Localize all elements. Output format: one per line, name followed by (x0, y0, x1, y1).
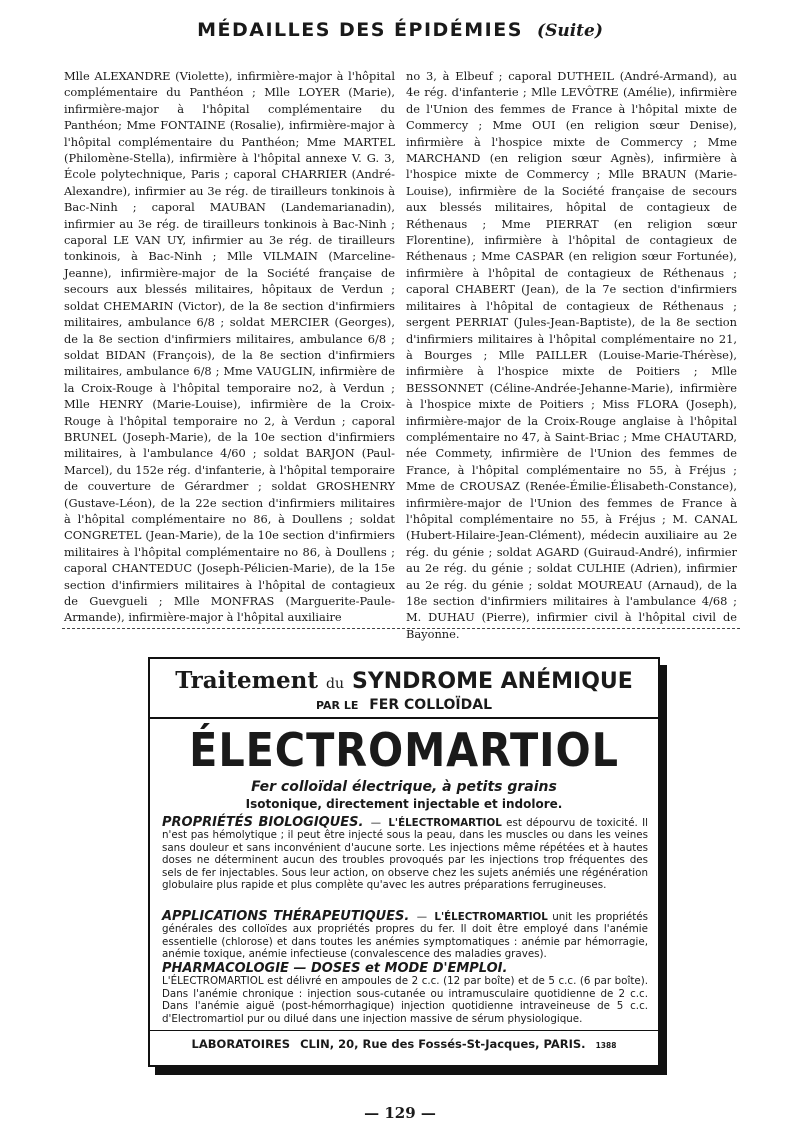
ad-section-1-heading: PROPRIÉTÉS BIOLOGIQUES. (162, 815, 364, 830)
title-suite: (Suite) (537, 21, 603, 41)
ad-fer-colloidal: FER COLLOÏDAL (369, 697, 493, 713)
ad-footer (150, 1037, 658, 1051)
ad-section-1-brand: L'ÉLECTROMARTIOL (388, 817, 502, 829)
ad-footer-number: 1388 (595, 1041, 617, 1050)
ad-section-biological (162, 817, 648, 891)
ad-subtitle-1: Fer colloïdal électrique, à petits grains (251, 779, 557, 795)
page-title (0, 19, 800, 41)
ad-divider (150, 717, 658, 719)
ad-section-therapeutic (162, 911, 648, 961)
ad-headline (150, 667, 658, 694)
ad-brand-name: ÉLECTROMARTIOL (189, 723, 619, 777)
ad-par-le: PAR LE (315, 699, 359, 712)
right-column (406, 68, 737, 642)
ad-subtitle-2: Isotonique, directement injectable et indolore. (245, 797, 563, 811)
left-column (64, 68, 395, 626)
section-divider (62, 628, 740, 629)
ad-section-2-text: unit les propriétés générales des colloïdes aux propriétés propres du fer. Il doit être employé dans l'anémie essentielle (chlorose) et dans toutes les anémies symptomatiques : anémie par hémorragie, anémie toxique, anémie infectieuse (convalescence des maladies graves). (162, 911, 648, 961)
ad-footer-address: CLIN, 20, Rue des Fossés-St-Jacques, PARIS. (300, 1037, 586, 1051)
ad-section-pharmacology (162, 963, 648, 1025)
ad-section-2-heading: APPLICATIONS THÉRAPEUTIQUES. (162, 909, 410, 924)
ad-section-3-text: L'ÉLECTROMARTIOL est délivré en ampoules de 2 c.c. (12 par boîte) et de 5 c.c. (6 par boîte). Dans l'anémie chronique : injection sous-cutanée ou intramusculaire quotidienne de 2 c.c. Dans l'anémie aiguë (post-hémorrhagique) injection quotidienne intraveineuse de 5 c.c. d'Electromartiol pur ou dilué dans une injection massive de sérum physiologique. (162, 975, 648, 1025)
ad-headline-du: du (325, 676, 344, 692)
ad-headline-traitement: Traitement (175, 667, 318, 694)
ad-footer-lab: LABORATOIRES (191, 1037, 291, 1051)
ad-dash: — (370, 817, 382, 829)
advertisement (148, 657, 660, 1067)
title-text: MÉDAILLES DES ÉPIDÉMIES (197, 19, 523, 41)
page-number: — 129 — (364, 1104, 436, 1122)
ad-footer-rule (150, 1030, 658, 1031)
ad-dash: — (416, 911, 428, 923)
ad-section-1-text: est dépourvu de toxicité. Il n'est pas hémolytique ; il peut être injecté sous la peau, dans les muscles ou dans les veines sans douleur et sans inconvénient d'aucune sorte. Les injections même répétées et à hautes doses ne déterminent aucun des troubles provoqués par les injections trop fréquentes des sels de fer injectables. Sous leur action, on observe chez les sujets anémiés une régénération globulaire plus rapide et plus complète qu'avec les autres préparations ferrugineuses. (162, 817, 649, 892)
ad-subheadline (150, 697, 658, 713)
ad-section-2-brand: L'ÉLECTROMARTIOL (434, 911, 548, 923)
left-column-text: Mlle ALEXANDRE (Violette), infirmière-major à l'hôpital complémentaire du Panthéon ; Mlle LOYER (Marie), infirmière-major à l'hôpital complémentaire du Panthéon; Mme FONTAINE (Rosalie), infirmière-major à l'hôpital complémentaire du Panthéon; Mme MARTEL (Philomène-Stella), infirmière à l'hôpital annexe V. G. 3, École polytechnique, Paris ; caporal CHARRIER (André-Alexandre), infirmier au 3e rég. de tirailleurs tonkinois à Bac-Ninh ; caporal MAUBAN (Landemarianadin), infirmier au 3e rég. de tirailleurs tonkinois à Bac-Ninh ; caporal LE VAN UY, infirmier au 3e rég. de tirailleurs tonkinois, à Bac-Ninh ; Mlle VILMAIN (Marceline-Jeanne), infirmière-major de la Société française de secours aux blessés militaires, hôpitaux de Verdun ; soldat CHEMARIN (Victor), de la 8e section d'infirmiers militaires, ambulance 6/8 ; soldat MERCIER (Georges), de la 8e section d'infirmiers militaires, ambulance 6/8 ; soldat BIDAN (François), de la 8e section d'infirmiers militaires, ambulance 6/8 ; Mme VAUGLIN, infirmière de la Croix-Rouge à l'hôpital temporaire no2, à Verdun ; Mlle HENRY (Marie-Louise), infirmière de la Croix-Rouge à l'hôpital temporaire no 2, à Verdun ; caporal BRUNEL (Joseph-Marie), de la 10e section d'infirmiers militaires, à l'ambulance 4/60 ; soldat BARJON (Paul-Marcel), du 152e rég. d'infanterie, à l'hôpital temporaire de couverture de Gérardmer ; soldat GROSHENRY (Gustave-Léon), de la 22e section d'infirmiers militaires à l'hôpital complémentaire no 86, à Doullens ; soldat CONGRETEL (Jean-Marie), de la 10e section d'infirmiers militaires à l'hôpital complémentaire no 86, à Doullens ; caporal CHANTEDUC (Joseph-Pélicien-Marie), de la 15e section d'infirmiers militaires à l'hôpital de contagieux de Guevgueli ; Mlle MONFRAS (Marguerite-Paule-Armande), infirmière-major à l'hôpital auxiliaire (64, 69, 395, 625)
right-column-text: no 3, à Elbeuf ; caporal DUTHEIL (André-Armand), au 4e rég. d'infanterie ; Mlle LEVÔTRE (Amélie), infirmière de l'Union des femmes de France à l'hôpital mixte de Commercy ; Mme OUI (en religion sœur Denise), infirmière à l'hospice mixte de Commercy ; Mme MARCHAND (en religion sœur Agnès), infirmière à l'hospice mixte de Commercy ; Mlle BRAUN (Marie-Louise), infirmière de la Société française de secours aux blessés militaires, hôpital de contagieux de Réthenaus ; Mme PIERRAT (en religion sœur Florentine), infirmière à l'hôpital de contagieux de Réthenaus ; Mme CASPAR (en religion sœur Fortunée), infirmière à l'hôpital de contagieux de Réthenaus ; caporal CHABERT (Jean), de la 7e section d'infirmiers militaires à l'hôpital de contagieux de Réthenaus ; sergent PERRIAT (Jules-Jean-Baptiste), de la 8e section d'infirmiers militaires à l'hôpital complémentaire no 21, à Bourges ; Mlle PAILLER (Louise-Marie-Thérèse), infirmière à l'hospice mixte de Poitiers ; Mlle BESSONNET (Céline-Andrée-Jehanne-Marie), infirmière à l'hospice mixte de Poitiers ; Miss FLORA (Joseph), infirmière-major de la Croix-Rouge anglaise à l'hôpital complémentaire no 47, à Saint-Briac ; Mme CHAUTARD, née Commety, infirmière de l'Union des femmes de France, à l'hôpital complémentaire no 55, à Fréjus ; Mme de CROUSAZ (Renée-Émilie-Élisabeth-Constance), infirmière-major de l'Union des femmes de France à l'hôpital complémentaire no 55, à Fréjus ; M. CANAL (Hubert-Hilaire-Jean-Clément), médecin auxiliaire au 2e rég. du génie ; soldat AGARD (Guiraud-André), infirmier au 2e rég. du génie ; soldat CULHIE (Adrien), infirmier au 2e rég. du génie ; soldat MOUREAU (Arnaud), de la 18e section d'infirmiers militaires à l'ambulance 4/68 ; M. DUHAU (Pierre), infirmier civil à l'hôpital civil de Bayonne. (406, 69, 737, 641)
ad-headline-syndrome: SYNDROME ANÉMIQUE (351, 669, 633, 694)
ad-section-3-heading: PHARMACOLOGIE — DOSES et MODE D'EMPLOI. (162, 961, 508, 976)
